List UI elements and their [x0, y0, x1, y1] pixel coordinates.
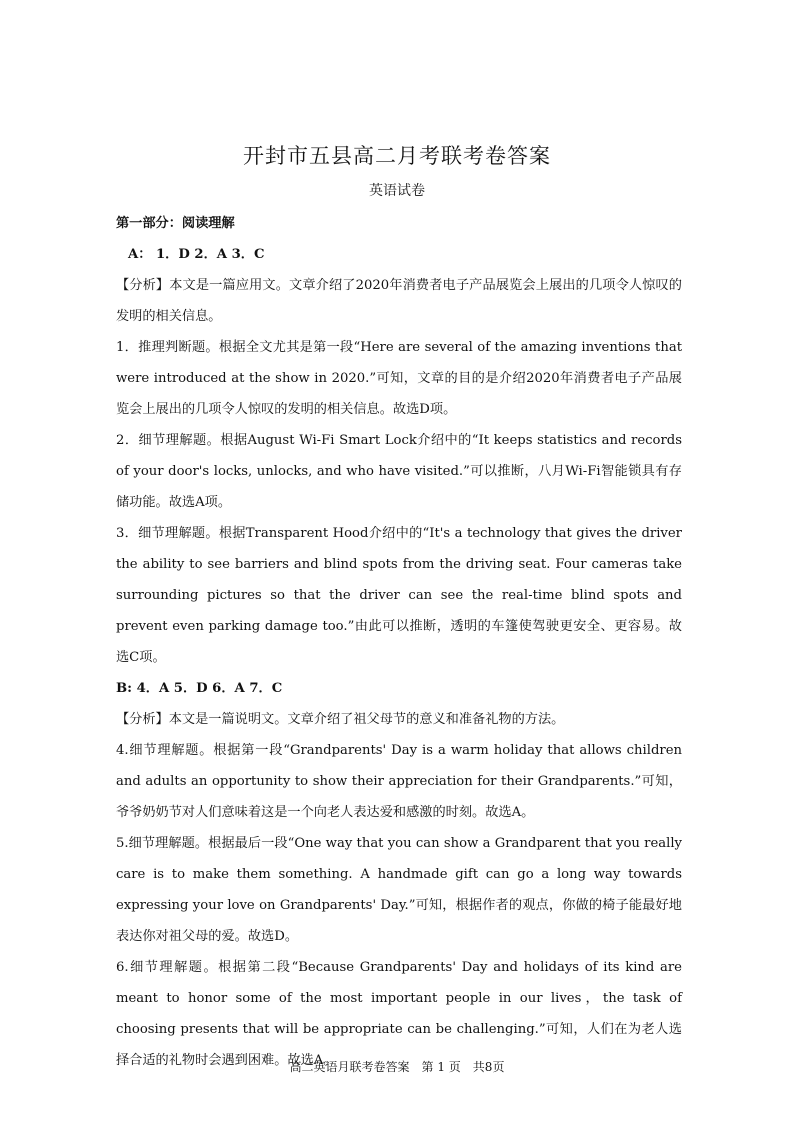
explanation-q5: 5.细节理解题。根据最后一段“One way that you can show a Grandparent that you really care is to make them something. A handmade gift can go a long way towards expressing your love on Grandparents' Day.”可知，根据作者的观点，你做的椅子能最好地表达你对祖父母的爱。故选D。 [116, 836, 682, 944]
section-heading: 第一部分：阅读理解 [116, 216, 235, 231]
document-content [116, 208, 682, 1076]
page-footer: 高二英语月联考卷答案 第 1 页 共8页 [289, 1060, 505, 1074]
analysis-b: 【分析】本文是一篇说明文。文章介绍了祖父母节的意义和准备礼物的方法。 [116, 712, 565, 727]
answers-a: A： 1．D 2．A 3．C [128, 247, 265, 262]
explanation-q3: 3．细节理解题。根据Transparent Hood介绍中的“It's a technology that gives the driver the ability to see barriers and blind spots from the driving seat. Four cameras take surrounding pictures so that the driver can see the real-time blind spots and prevent even parking damage too.”由此可以推断，透明的车篷使驾驶更安全、更容易。故选C项。 [116, 526, 682, 665]
answers-b: B: 4．A 5．D 6．A 7．C [116, 681, 283, 696]
document-title: 开封市五县高二月考联考卷答案 [243, 144, 551, 168]
document-subtitle: 英语试卷 [369, 183, 425, 199]
analysis-a: 【分析】本文是一篇应用文。文章介绍了2020年消费者电子产品展览会上展出的几项令人惊叹的发明的相关信息。 [116, 278, 682, 324]
explanation-q4: 4.细节理解题。根据第一段“Grandparents' Day is a warm holiday that allows children and adults an opportunity to show their appreciation for their Grandparents.”可知，爷爷奶奶节对人们意味着这是一个向老人表达爱和感激的时刻。故选A。 [116, 743, 682, 820]
explanation-q1: 1．推理判断题。根据全文尤其是第一段“Here are several of the amazing inventions that were introduced at the show in 2020.”可知，文章的目的是介绍2020年消费者电子产品展览会上展出的几项令人惊叹的发明的相关信息。故选D项。 [116, 340, 682, 417]
explanation-q6: 6.细节理解题。根据第二段“Because Grandparents' Day and holidays of its kind are meant to honor some of the most important people in our lives，the task of choosing presents that will be appropriate can be challenging.”可知，人们在为老人选择合适的礼物时会遇到困难。故选A。 [116, 960, 682, 1068]
explanation-q2: 2．细节理解题。根据August Wi-Fi Smart Lock介绍中的“It keeps statistics and records of your door's locks, unlocks, and who have visited.”可以推断，八月Wi-Fi智能锁具有存储功能。故选A项。 [116, 433, 682, 510]
